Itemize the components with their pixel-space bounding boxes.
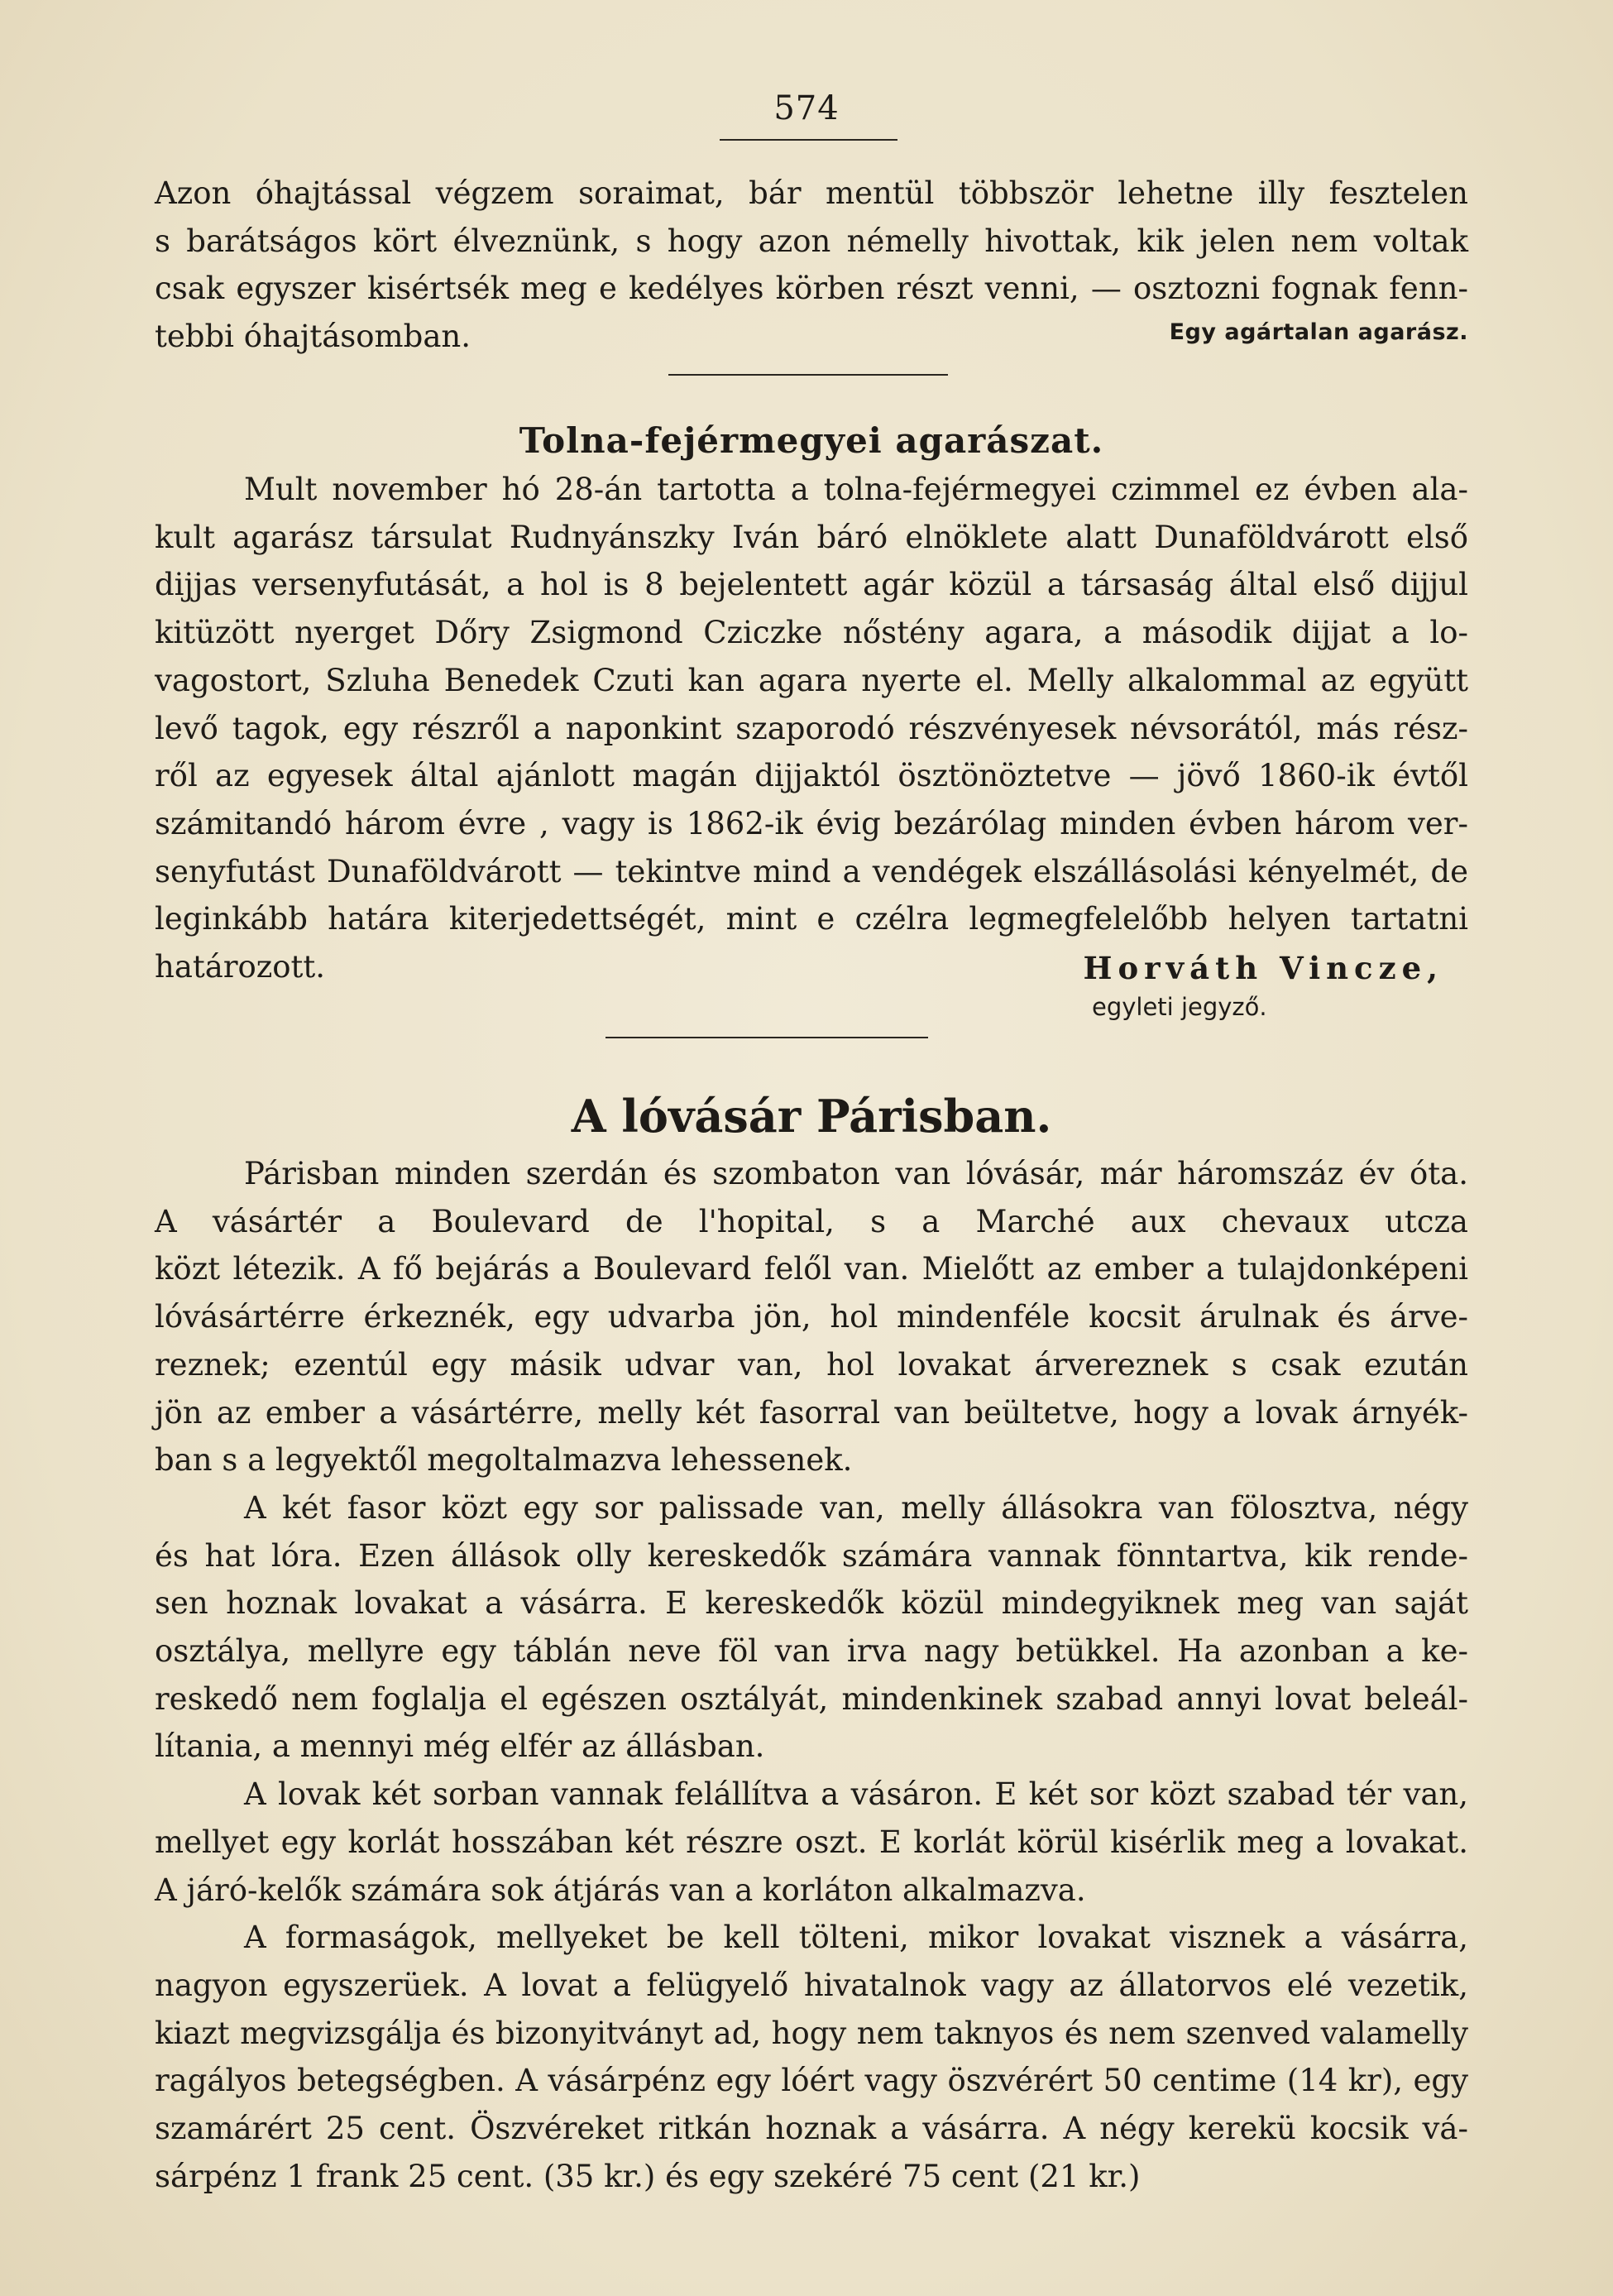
- author-signature: Egy agártalan agarász.: [1169, 319, 1468, 346]
- text-line: ről az egyesek által ajánlott magán dijjaktól ösztönöztetve — jövő 1860-ik évtől: [155, 758, 1468, 794]
- section-closing-letter: [155, 170, 1468, 361]
- text-line: A lovak két sorban vannak felállítva a vásáron. E két sor közt szabad tér van,: [244, 1776, 1468, 1813]
- text-line: reskedő nem foglalja el egészen osztályát, mindenkinek szabad annyi lovat beleál-: [155, 1680, 1468, 1717]
- section-title: A lóvásár Párisban.: [571, 1090, 1052, 1143]
- paragraph: [155, 1914, 1468, 2200]
- section-divider: [668, 374, 948, 376]
- text-line: lítania, a mennyi még elfér az állásban.: [155, 1728, 765, 1765]
- text-line: és hat lóra. Ezen állások olly kereskedők számára vannak fönntartva, kik rende-: [155, 1537, 1468, 1574]
- text-line: osztálya, mellyre egy táblán neve föl van irva nagy betükkel. Ha azonban a ke-: [155, 1633, 1468, 1670]
- text-line: Mult november hó 28-án tartotta a tolna-fejérmegyei czimmel ez évben ala-: [244, 472, 1468, 507]
- text-line: leginkább határa kiterjedettségét, mint e czélra legmegfelelőbb helyen tartatni: [155, 901, 1468, 937]
- text-line: lóvásártérre érkeznék, egy udvarba jön, hol mindenféle kocsit árulnak és árve-: [155, 1299, 1468, 1335]
- text-line: kult agarász társulat Rudnyánszky Iván báró elnöklete alatt Dunaföldvárott első: [155, 519, 1468, 555]
- section-body: [155, 466, 1468, 1034]
- text-line: senyfutást Dunaföldvárott — tekintve mind a vendégek elszállásolási kényelmét, de: [155, 853, 1468, 889]
- text-line: tebbi óhajtásomban.: [155, 319, 471, 355]
- section-paris-horse-market: [155, 1082, 1468, 2200]
- text-line: szamárért 25 cent. Öszvéreket ritkán hoznak a vásárra. A négy kerekü kocsik vá-: [155, 2111, 1468, 2147]
- text-line: mellyet egy korlát hosszában két részre oszt. E korlát körül kisérlik meg a lovakat.: [155, 1824, 1468, 1860]
- text-line: határozott.: [155, 949, 326, 985]
- paragraph: [155, 1150, 1468, 1484]
- text-line: csak egyszer kisértsék meg e kedélyes körben részt venni, — osztozni fognak fenn-: [155, 271, 1468, 307]
- page-number-rule: [720, 139, 897, 141]
- paragraph: [155, 1771, 1468, 1914]
- signature-role-line: [155, 991, 1468, 1034]
- text-line: Azon óhajtással végzem soraimat, bár mentül többször lehetne illy fesztelen: [155, 175, 1468, 211]
- text-line: sárpénz 1 frank 25 cent. (35 kr.) és egy szekéré 75 cent (21 kr.): [155, 2158, 1141, 2194]
- text-line: A járó-kelők számára sok átjárás van a korláton alkalmazva.: [155, 1872, 1086, 1908]
- text-line: A vásártér a Boulevard de l'hopital, s a Marché aux chevaux utcza: [155, 1203, 1468, 1239]
- text-line: reznek; ezentúl egy másik udvar van, hol lovakat árvereznek s csak ezután: [155, 1346, 1468, 1383]
- text-line: számitandó három évre , vagy is 1862-ik évig bezárólag minden évben három ver-: [155, 805, 1468, 841]
- closing-line: [155, 943, 1468, 991]
- author-role: egyleti jegyző.: [1092, 993, 1267, 1022]
- section-title: Tolna-fejérmegyei agarászat.: [519, 420, 1104, 461]
- text-line: A formaságok, mellyeket be kell tölteni, mikor lovakat visznek a vásárra,: [244, 1920, 1468, 1956]
- text-line: A két fasor közt egy sor palissade van, melly állásokra van fölosztva, négy: [244, 1489, 1468, 1526]
- text-line: közt létezik. A fő bejárás a Boulevard felől van. Mielőtt az ember a tulajdonképeni: [155, 1251, 1468, 1287]
- paragraph: [155, 1484, 1468, 1771]
- text-line: jön az ember a vásártérre, melly két fasorral van beültetve, hogy a lovak árnyék-: [155, 1394, 1468, 1431]
- text-line: ragályos betegségben. A vásárpénz egy lóért vagy öszvérért 50 centime (14 kr), egy: [155, 2063, 1468, 2099]
- text-line: s barátságos kört élveznünk, s hogy azon némelly hivottak, kik jelen nem voltak: [155, 223, 1468, 259]
- text-line: ban s a legyektől megoltalmazva lehessenek.: [155, 1442, 853, 1479]
- section-greyhound-race: [155, 416, 1468, 1034]
- closing-line: [155, 313, 1468, 361]
- section-divider: [605, 1037, 928, 1038]
- text-line: levő tagok, egy részről a naponkint szaporodó részvényesek névsorától, más rész-: [155, 710, 1468, 746]
- text-line: kiazt megvizsgálja és bizonyitványt ad, hogy nem taknyos és nem szenved valamelly: [155, 2015, 1468, 2051]
- page-number: 574: [773, 89, 840, 127]
- text-line: sen hoznak lovakat a vásárra. E kereskedők közül mindegyiknek meg van saját: [155, 1585, 1468, 1622]
- author-signature: Horváth Vincze,: [1083, 950, 1443, 987]
- text-line: vagostort, Szluha Benedek Czuti kan agara nyerte el. Melly alkalommal az együtt: [155, 662, 1468, 698]
- text-line: kitüzött nyerget Dőry Zsigmond Cziczke nőstény agara, a második dijjat a lo-: [155, 615, 1468, 651]
- text-line: nagyon egyszerüek. A lovat a felügyelő hivatalnok vagy az állatorvos elé vezetik,: [155, 1967, 1468, 2003]
- text-line: Párisban minden szerdán és szombaton van lóvásár, már háromszáz év óta.: [244, 1156, 1468, 1191]
- text-line: dijjas versenyfutását, a hol is 8 bejelentett agár közül a társaság által első dijjul: [155, 567, 1468, 603]
